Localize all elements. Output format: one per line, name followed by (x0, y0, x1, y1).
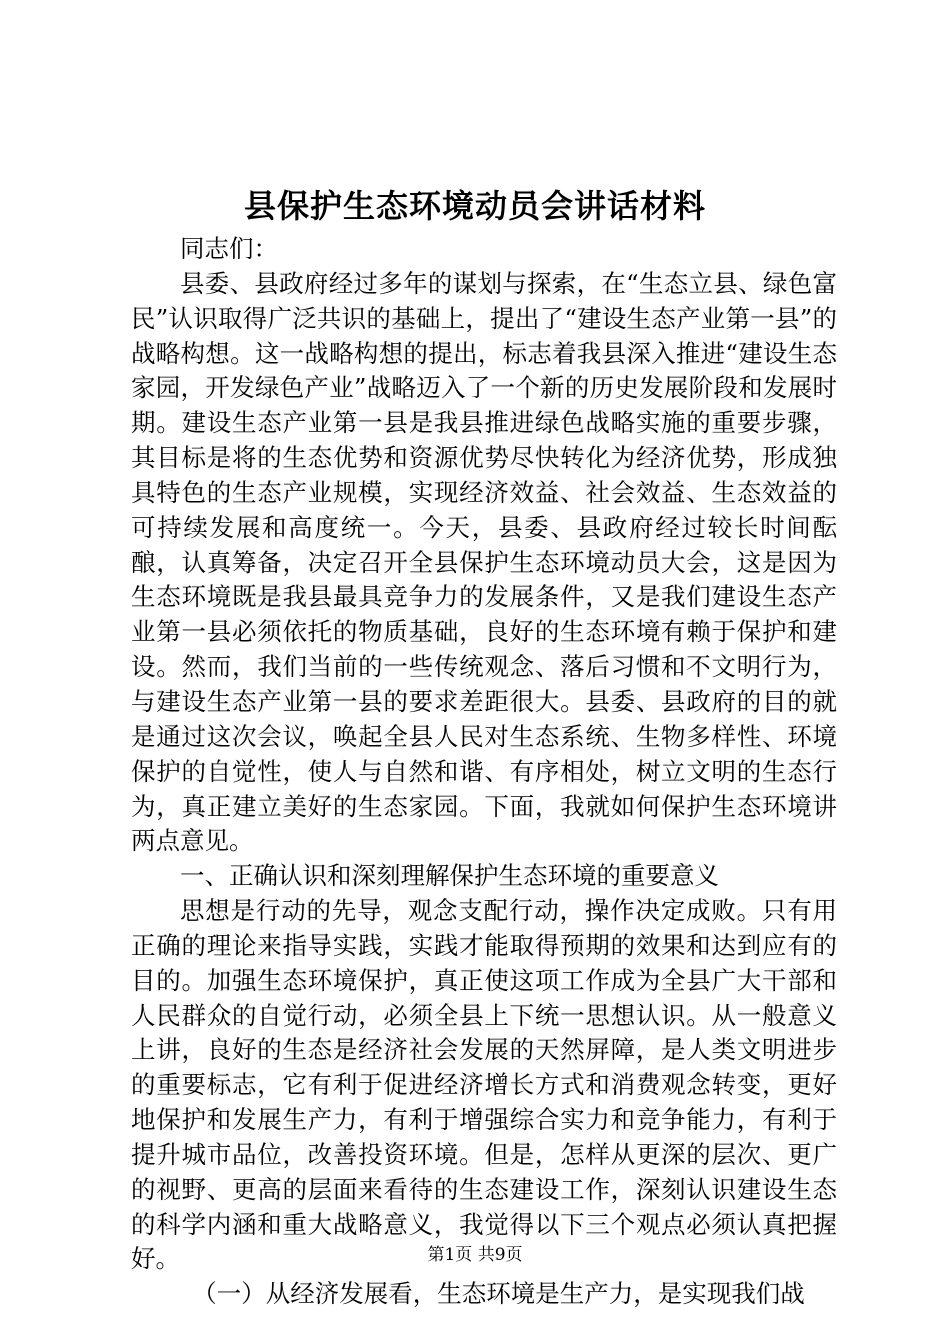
section-paragraph: 思想是行动的先导，观念支配行动，操作决定成败。只有用正确的理论来指导实践，实践才能取得预期的效果和达到应有的目的。加强生态环境保护，真正使这项工作成为全县广大干部和人民群众的自觉行动，必须全县上下统一思想认识。从一般意义上讲，良好的生态是经济社会发展的天然屏障，是人类文明进步的重要标志，它有利于促进经济增长方式和消费观念转变，更好地保护和发展生产力，有利于增强综合实力和竞争能力，有利于提升城市品位，改善投资环境。但是，怎样从更深的层次、更广的视野、更高的层面来看待的生态建设工作，深刻认识建设生态的科学内涵和重大战略意义，我觉得以下三个观点必须认真把握好。 (131, 896, 837, 1274)
document-body (131, 232, 837, 1312)
section-heading: 一、正确认识和深刻理解保护生态环境的重要意义 (180, 861, 719, 891)
page-total: 共9页 (477, 1245, 523, 1265)
page-number: 第1页 (427, 1245, 473, 1265)
page-footer (0, 1244, 950, 1266)
document-title: 县保护生态环境动员会讲话材料 (243, 187, 706, 225)
subsection-paragraph: （一）从经济发展看，生态环境是生产力，是实现我们战 (192, 1279, 805, 1309)
salutation: 同志们： (180, 234, 278, 263)
intro-paragraph: 县委、县政府经过多年的谋划与探索，在“生态立县、绿色富民”认识取得广泛共识的基础上，提出了“建设生态产业第一县”的战略构想。这一战略构想的提出，标志着我县深入推进“建设生态家园，开发绿色产业”战略迈入了一个新的历史发展阶段和发展时期。建设生态产业第一县是我县推进绿色战略实施的重要步骤，其目标是将的生态优势和资源优势尽快转化为经济优势，形成独具特色的生态产业规模，实现经济效益、社会效益、生态效益的可持续发展和高度统一。今天，县委、县政府经过较长时间酝酿，认真筹备，决定召开全县保护生态环境动员大会，这是因为生态环境既是我县最具竞争力的发展条件，又是我们建设生态产业第一县必须依托的物质基础，良好的生态环境有赖于保护和建设。然而，我们当前的一些传统观念、落后习惯和不文明行为，与建设生态产业第一县的要求差距很大。县委、县政府的目的就是通过这次会议，唤起全县人民对生态系统、生物多样性、环境保护的自觉性，使人与自然和谐、有序相处，树立文明的生态行为，真正建立美好的生态家园。下面，我就如何保护生态环境讲两点意见。 (131, 268, 837, 856)
